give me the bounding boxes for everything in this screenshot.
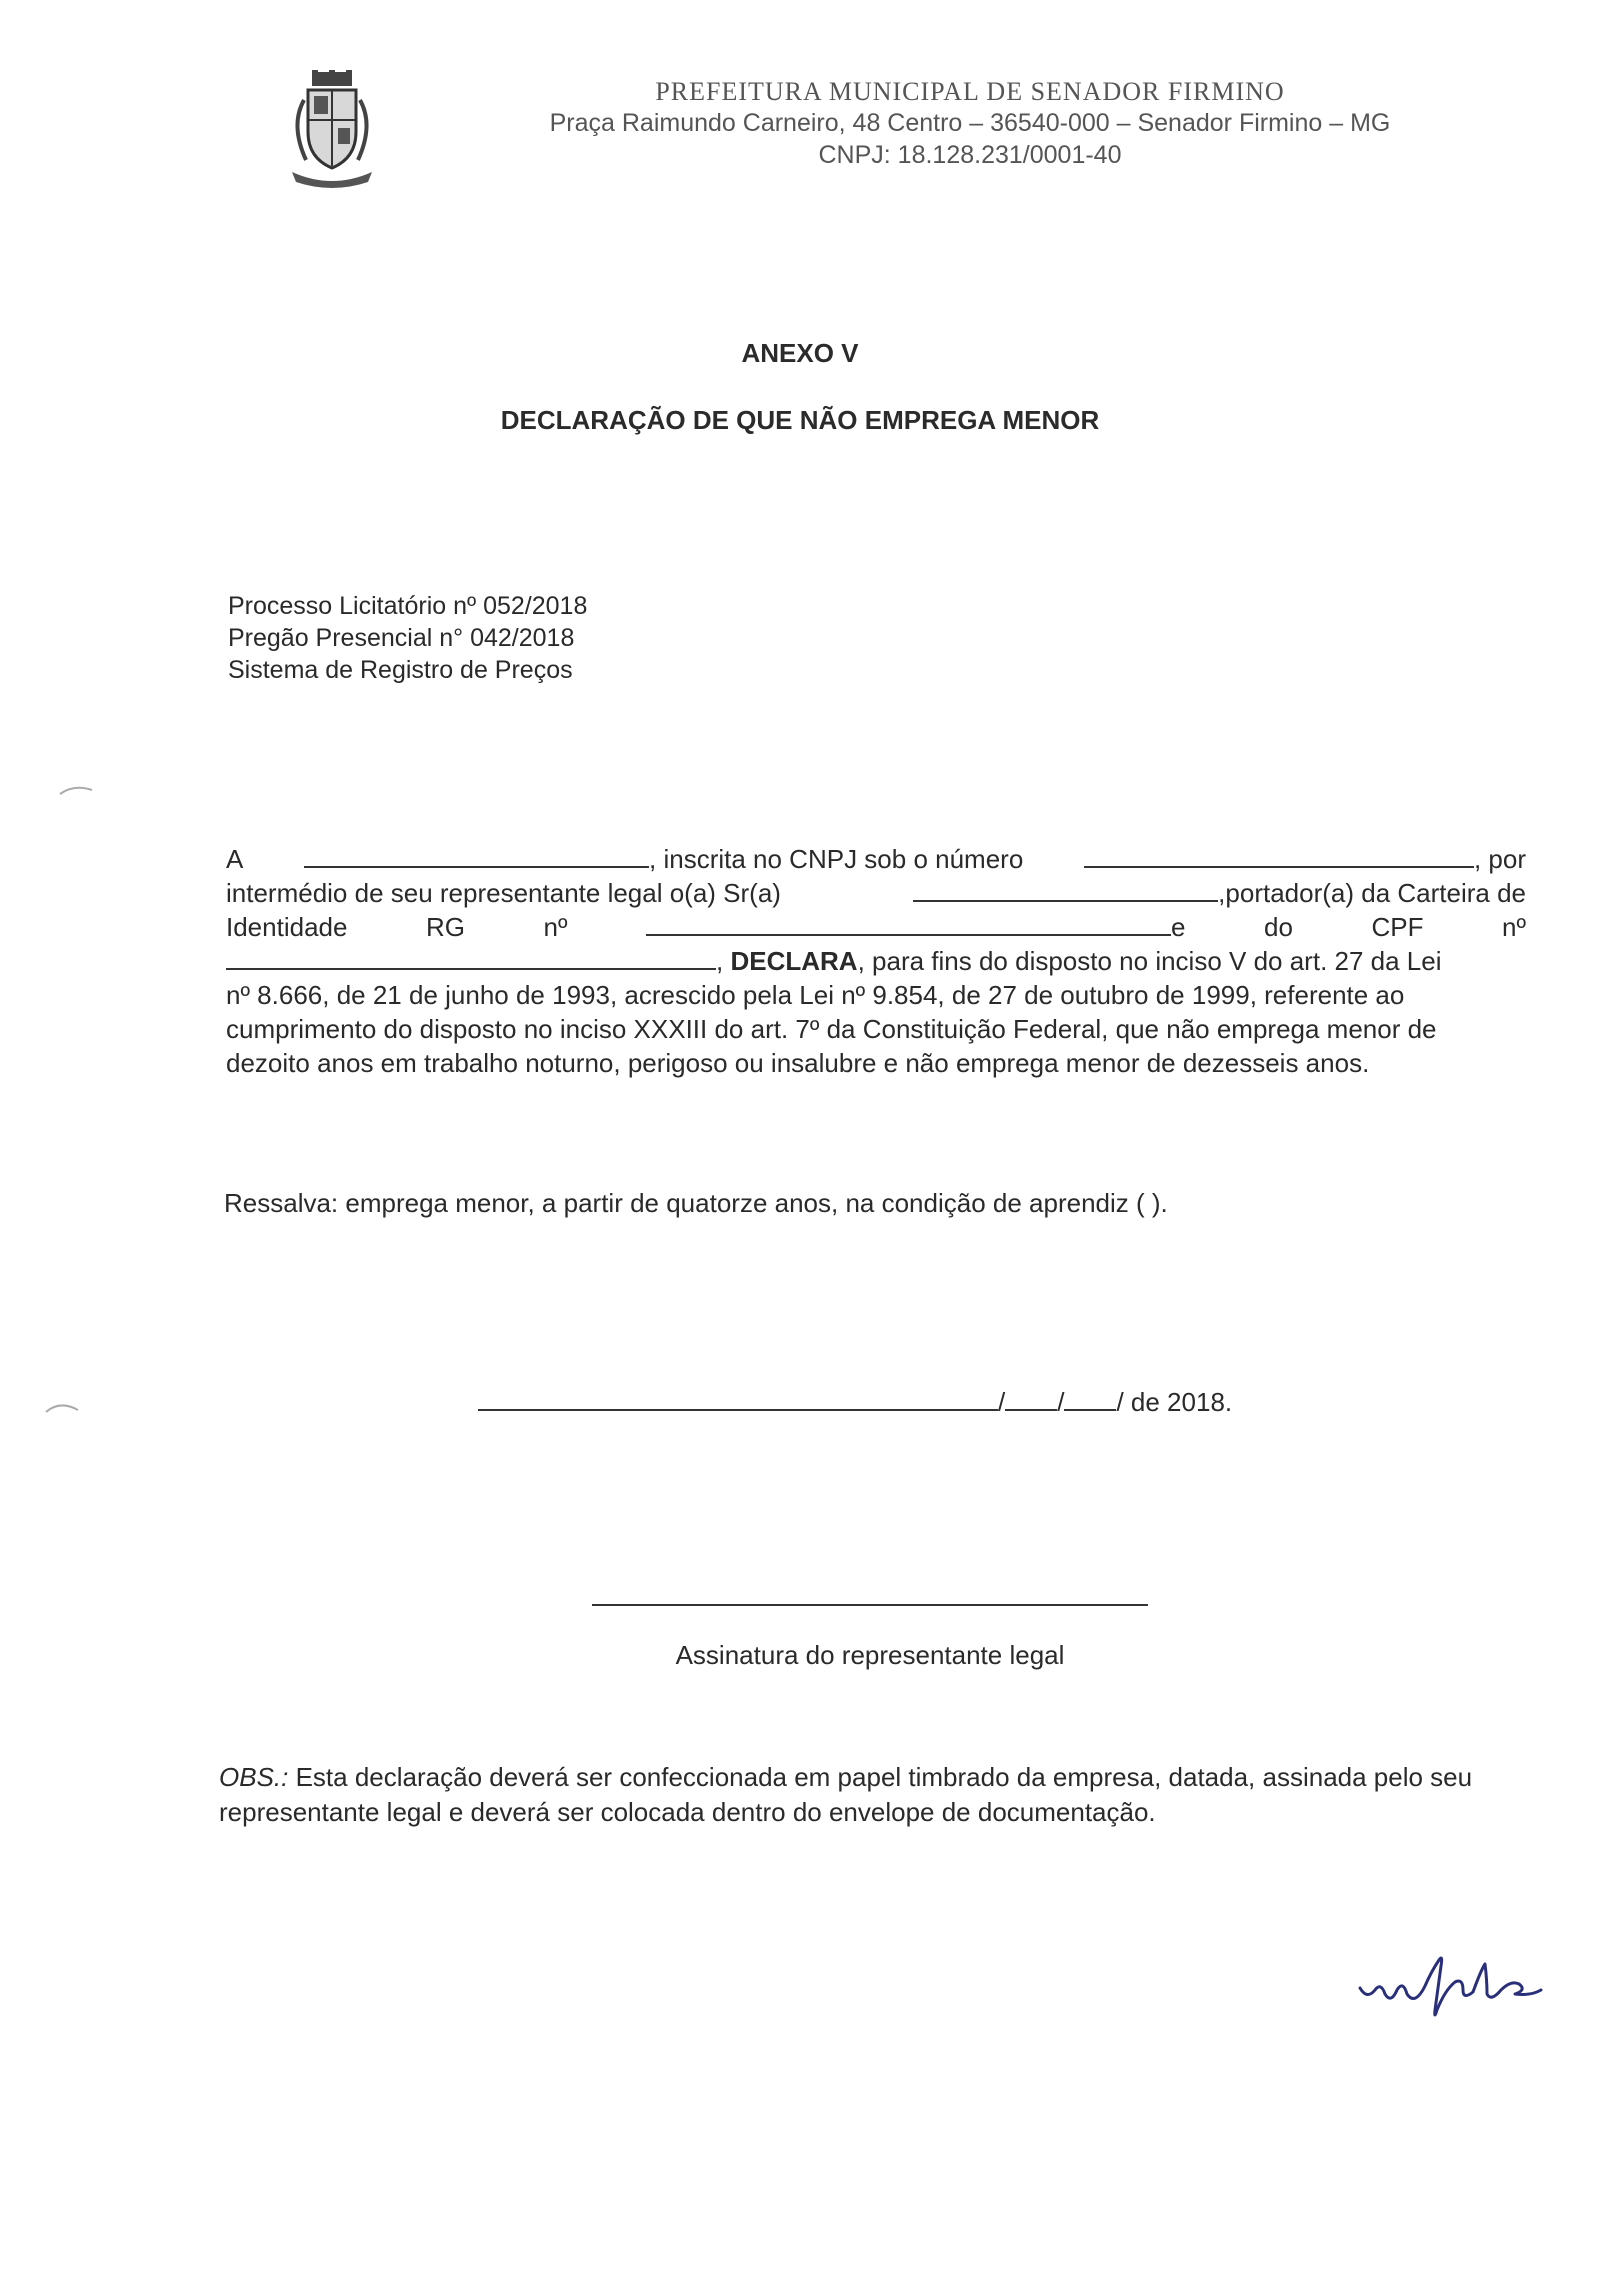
body-text: intermédio de seu representante legal o(a) Sr(a) bbox=[226, 878, 781, 908]
date-year-suffix: / de 2018. bbox=[1116, 1387, 1233, 1417]
representative-name-blank[interactable] bbox=[913, 876, 1218, 902]
signature-label: Assinatura do representante legal bbox=[675, 1640, 1065, 1670]
scan-mark bbox=[44, 1398, 84, 1418]
handwritten-rubric bbox=[1355, 1950, 1545, 2030]
cpf-number-blank[interactable] bbox=[226, 944, 716, 970]
process-info bbox=[228, 590, 587, 686]
body-text: nº 8.666, de 21 de junho de 1993, acrescido pela Lei nº 9.854, de 27 de outubro de 1999, referente ao bbox=[226, 980, 1405, 1010]
paragraph-line bbox=[226, 944, 1526, 978]
paragraph-line bbox=[226, 876, 1526, 910]
body-text: , para fins do disposto no inciso V do art. 27 da Lei bbox=[857, 946, 1442, 976]
rg-number-blank[interactable] bbox=[646, 910, 1171, 936]
observation-note bbox=[219, 1760, 1529, 1830]
scan-mark bbox=[58, 780, 98, 800]
obs-text: Esta declaração deverá ser confeccionada em papel timbrado da empresa, datada, assinada pelo seu representante legal e deverá ser colocada dentro do envelope de documentação. bbox=[219, 1762, 1473, 1827]
body-text: cumprimento do disposto no inciso XXXIII do art. 7º da Constituição Federal, que não emprega menor de bbox=[226, 1014, 1437, 1044]
paragraph-line bbox=[226, 1012, 1526, 1046]
municipal-coat-of-arms-icon bbox=[282, 70, 382, 192]
body-text: A bbox=[226, 844, 244, 874]
process-line: Sistema de Registro de Preços bbox=[228, 656, 573, 684]
declaration-paragraph bbox=[226, 842, 1526, 1080]
ressalva-text: Ressalva: emprega menor, a partir de quatorze anos, na condição de aprendiz ( ). bbox=[224, 1188, 1168, 1218]
body-text: ,portador(a) da Carteira de bbox=[1218, 878, 1526, 908]
paragraph-line bbox=[226, 842, 1526, 876]
body-text: , inscrita no CNPJ sob o número bbox=[649, 844, 1024, 874]
process-line: Pregão Presencial n° 042/2018 bbox=[228, 624, 575, 652]
month-blank[interactable] bbox=[1064, 1385, 1116, 1411]
date-separator: / bbox=[998, 1387, 1006, 1417]
body-text: , bbox=[716, 946, 724, 976]
org-address: Praça Raimundo Carneiro, 48 Centro – 36540-000 – Senador Firmino – MG bbox=[549, 109, 1391, 137]
signature-line[interactable] bbox=[592, 1604, 1148, 1606]
org-name: PREFEITURA MUNICIPAL DE SENADOR FIRMINO bbox=[655, 77, 1285, 106]
body-text: Identidade bbox=[226, 912, 348, 942]
company-name-blank[interactable] bbox=[304, 842, 649, 868]
city-blank[interactable] bbox=[478, 1385, 998, 1411]
date-line bbox=[478, 1385, 1232, 1418]
obs-label: OBS.: bbox=[219, 1762, 289, 1792]
body-text: nº bbox=[1502, 912, 1526, 942]
body-text: nº bbox=[543, 912, 568, 942]
org-cnpj: CNPJ: 18.128.231/0001-40 bbox=[818, 141, 1122, 169]
process-line: Processo Licitatório nº 052/2018 bbox=[228, 592, 588, 620]
date-separator: / bbox=[1057, 1387, 1065, 1417]
body-text: CPF bbox=[1371, 912, 1424, 942]
annex-title: ANEXO V bbox=[741, 338, 859, 368]
body-text: RG bbox=[425, 912, 465, 942]
body-text: , por bbox=[1473, 844, 1526, 874]
body-text: e bbox=[1171, 912, 1186, 942]
document-title: DECLARAÇÃO DE QUE NÃO EMPREGA MENOR bbox=[500, 405, 1100, 435]
body-text: do bbox=[1264, 912, 1293, 942]
cnpj-number-blank[interactable] bbox=[1084, 842, 1474, 868]
day-blank[interactable] bbox=[1005, 1385, 1057, 1411]
declara-keyword: DECLARA bbox=[730, 946, 858, 976]
body-text: dezoito anos em trabalho noturno, perigoso ou insalubre e não emprega menor de dezesseis anos. bbox=[226, 1048, 1370, 1078]
paragraph-line bbox=[226, 1046, 1526, 1080]
paragraph-line bbox=[226, 910, 1526, 944]
paragraph-line bbox=[226, 978, 1526, 1012]
